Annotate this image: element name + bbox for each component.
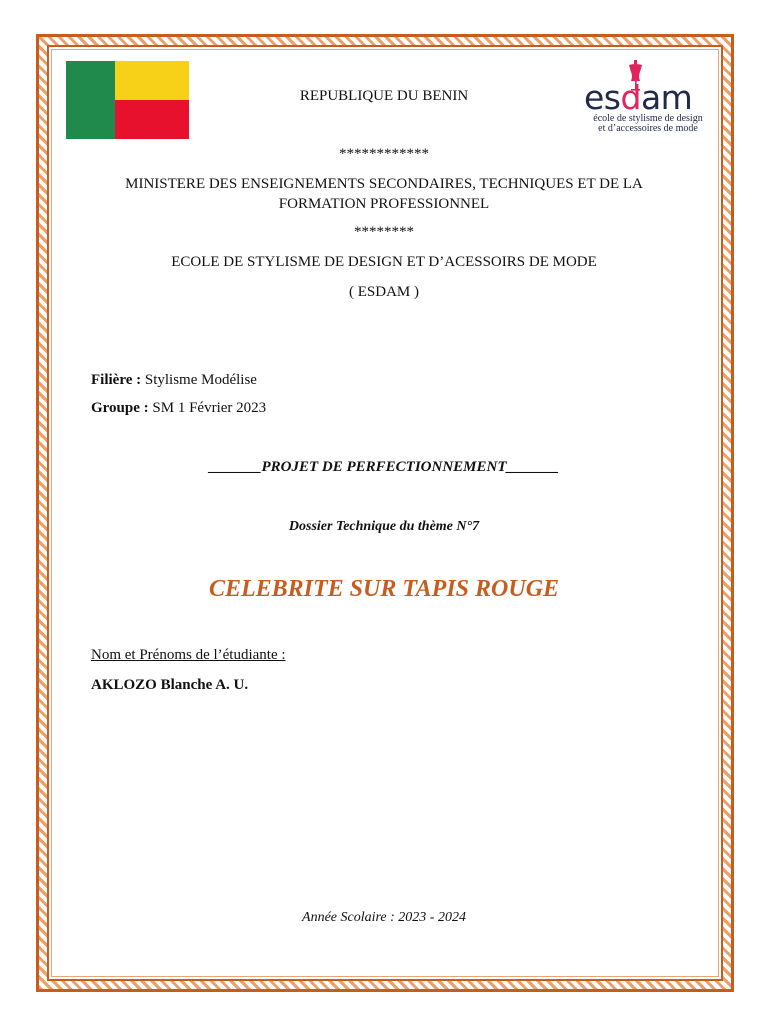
project-heading: _______PROJET DE PERFECTIONNEMENT_______ [208, 459, 560, 475]
logo-word-accent: d [620, 78, 641, 117]
theme-title: CELEBRITE SUR TAPIS ROUGE [208, 576, 560, 602]
groupe-line [91, 398, 266, 418]
republic-heading: REPUBLIQUE DU BENIN [299, 88, 469, 104]
filiere-value: Stylisme Modélise [144, 372, 257, 388]
logo-tagline-line-2: et d’accessoires de mode [598, 123, 698, 134]
school-heading: ECOLE DE STYLISME DE DESIGN ET D’ACESSOIRS DE MODE [171, 254, 597, 270]
student-label: Nom et Prénoms de l’étudiante : [91, 647, 286, 663]
logo-tagline [588, 114, 708, 134]
school-abbreviation: ( ESDAM ) [349, 284, 419, 300]
groupe-value: SM 1 Février 2023 [152, 400, 267, 416]
logo-tagline-line-1: école de stylisme de design [593, 113, 703, 124]
filiere-line [91, 370, 257, 390]
groupe-label: Groupe : [91, 400, 149, 416]
filiere-label: Filière : [91, 372, 142, 388]
logo-word-left: es [584, 78, 621, 117]
separator-stars-2: ******** [354, 224, 414, 240]
logo-word-right: am [640, 78, 693, 117]
student-name: AKLOZO Blanche A. U. [91, 677, 249, 693]
dossier-subtitle: Dossier Technique du thème N°7 [288, 519, 480, 534]
separator-stars-1: ************ [339, 146, 429, 162]
ministry-heading: MINISTERE DES ENSEIGNEMENTS SECONDAIRES, TECHNIQUES ET DE LA FORMATION PROFESSIONNEL [125, 176, 643, 212]
school-year: Année Scolaire : 2023 - 2024 [302, 910, 466, 925]
